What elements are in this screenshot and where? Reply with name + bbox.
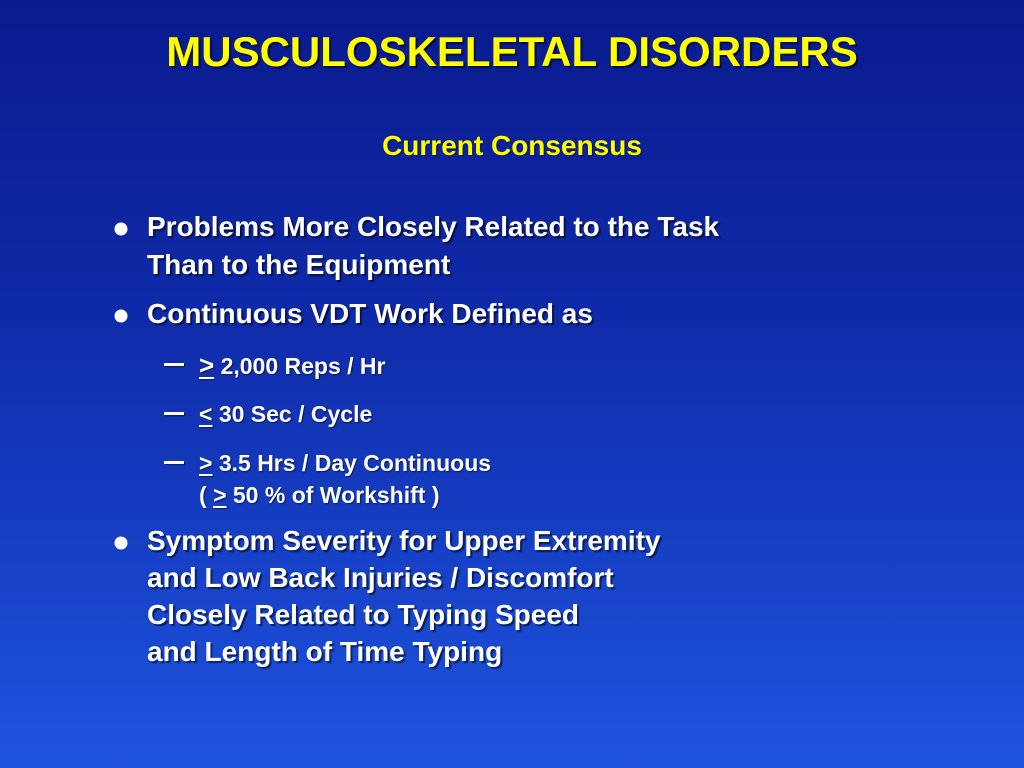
bullet-item-2: [0, 295, 1024, 335]
sub-item-value: 50 % of Workshift ): [226, 482, 440, 508]
greater-equal-symbol: >: [213, 482, 227, 508]
bullet-text-line: Closely Related to Typing Speed: [147, 599, 580, 630]
dash-icon: [164, 412, 184, 415]
dash-icon: [164, 461, 184, 464]
bullet-item-3: [0, 522, 1024, 672]
sub-item-1: [0, 349, 1024, 383]
greater-equal-symbol: >: [199, 350, 215, 380]
paren-open: (: [199, 482, 214, 508]
sub-item-value: 3.5 Hrs / Day Continuous: [212, 450, 492, 476]
sub-item-value: 30 Sec / Cycle: [212, 401, 373, 427]
bullet-text-line: Continuous VDT Work Defined as: [147, 298, 593, 329]
bullet-text-line: and Length of Time Typing: [147, 636, 503, 667]
bullet-text-line: Symptom Severity for Upper Extremity: [147, 525, 661, 556]
bullet-text-line: Problems More Closely Related to the Task: [147, 211, 720, 242]
sub-item-text-line-2: [199, 479, 440, 511]
bullet-text-line: and Low Back Injuries / Discomfort: [147, 562, 614, 593]
sub-item-text: [199, 447, 491, 479]
greater-equal-symbol: >: [199, 450, 213, 476]
bullet-dot-icon: [112, 307, 130, 325]
sub-item-value: 2,000 Reps / Hr: [214, 353, 386, 379]
bullet-dot-icon: [112, 534, 130, 552]
sub-item-text: [199, 349, 386, 382]
sub-item-text: [199, 398, 372, 430]
slide-subtitle: Current Consensus: [382, 130, 642, 161]
bullet-item-1: [0, 208, 1024, 288]
bullet-text-line: Than to the Equipment: [147, 249, 451, 280]
sub-item-2: [0, 398, 1024, 432]
less-equal-symbol: <: [199, 401, 213, 427]
slide-title: MUSCULOSKELETAL DISORDERS: [166, 28, 858, 75]
dash-icon: [164, 363, 184, 366]
sub-item-3: [0, 447, 1024, 513]
bullet-dot-icon: [112, 220, 130, 238]
